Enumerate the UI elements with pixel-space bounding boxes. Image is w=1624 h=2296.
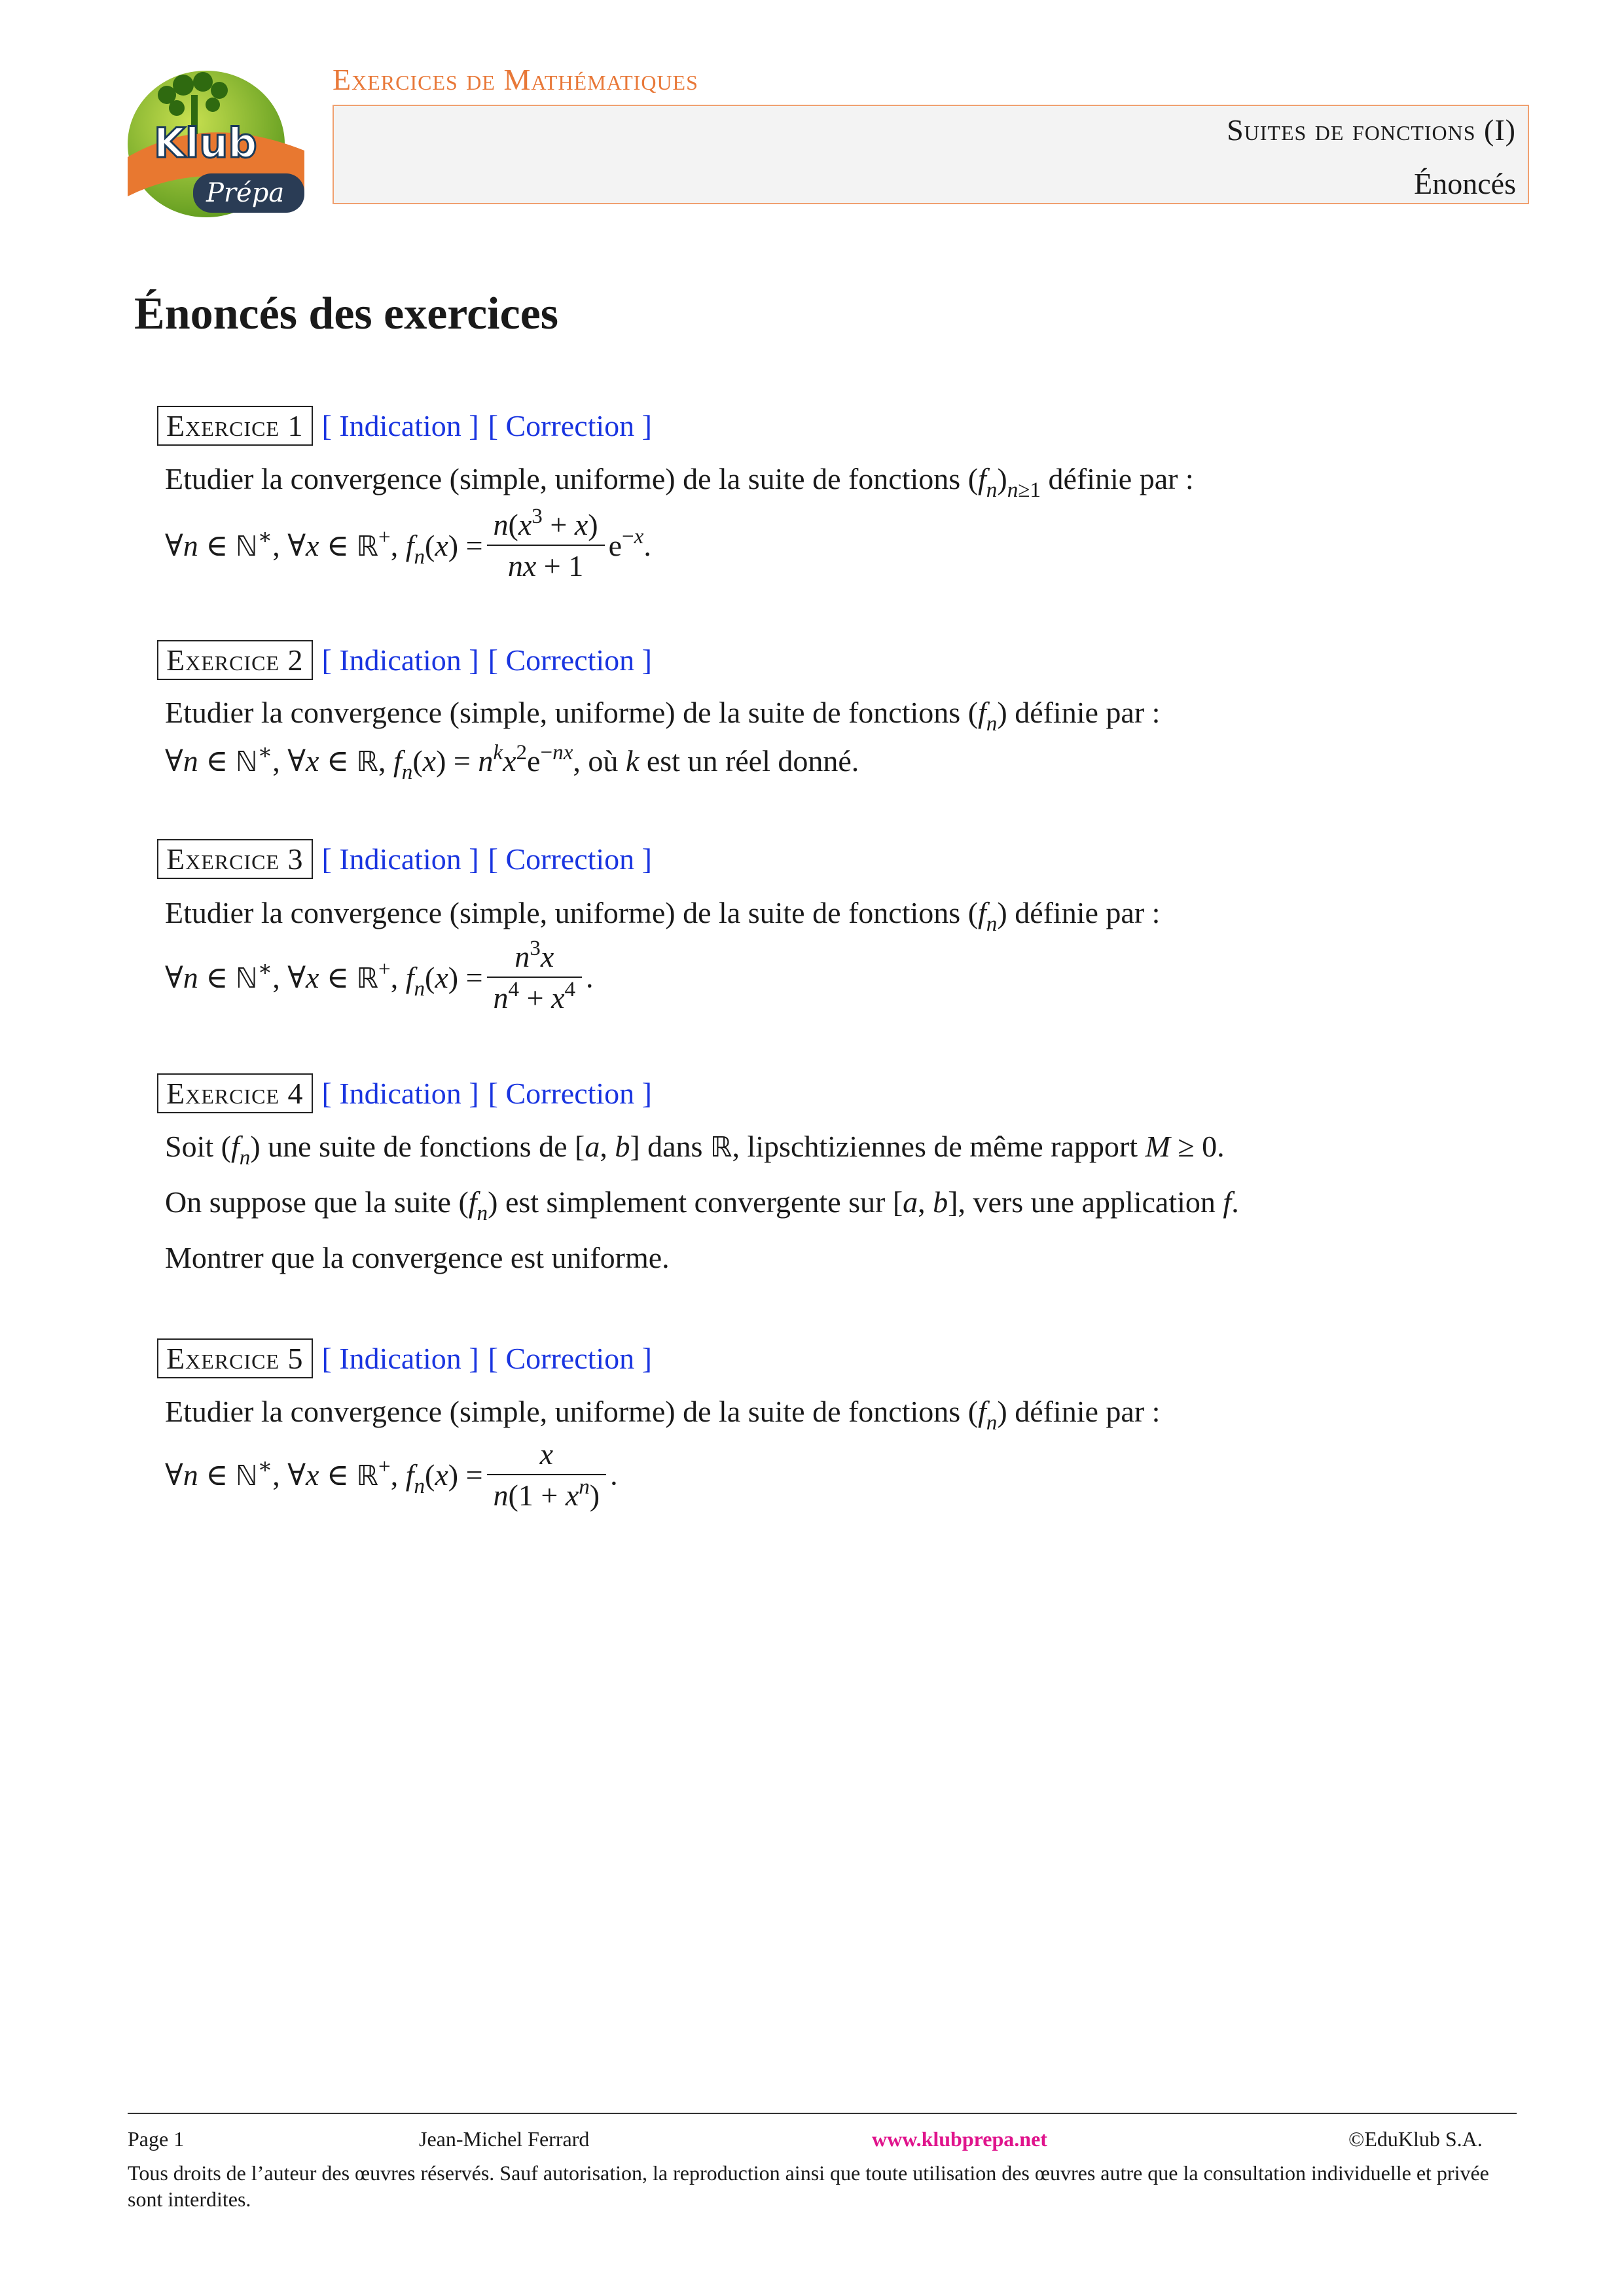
indication-link[interactable]: [ Indication ] [321, 1342, 479, 1375]
statement-text: On suppose que la suite [165, 1185, 451, 1219]
page-title: Énoncés des exercices [134, 289, 559, 339]
exercise-4-line-2: On suppose que la suite $(f_n)$ est simplement convergente sur [a, b], vers une application f. [165, 1185, 1239, 1225]
statement-text: Etudier la convergence (simple, uniforme) de la suite de fonctions [165, 896, 961, 929]
copyright: ©EduKlub S.A. [1348, 2127, 1483, 2151]
exercise-5-heading [157, 1338, 652, 1378]
correction-link[interactable]: [ Correction ] [488, 1077, 652, 1110]
exercise-4-line-3 [165, 1240, 670, 1275]
subject-title: Suites de fonctions (I) [1227, 113, 1516, 147]
statement-text: Etudier la convergence (simple, uniforme) de la suite de fonctions [165, 696, 961, 729]
exercise-4-heading [157, 1073, 652, 1113]
exercise-3-statement: Etudier la convergence (simple, uniforme) de la suite de fonctions $(f_n)$ définie par : [165, 896, 1161, 936]
correction-link[interactable]: [ Correction ] [488, 643, 652, 677]
klub-prepa-logo [115, 59, 311, 229]
indication-link[interactable]: [ Indication ] [321, 409, 479, 442]
exercise-label: Exercice 2 [157, 640, 313, 680]
correction-link[interactable]: [ Correction ] [488, 1342, 652, 1375]
website-link[interactable]: www.klubprepa.net [872, 2127, 1047, 2151]
series-title: Exercices de Mathématiques [333, 63, 698, 96]
exercise-label: Exercice 4 [157, 1073, 313, 1113]
exercise-2-heading [157, 640, 652, 680]
statement-text: , où [573, 744, 619, 778]
statement-text: , lipschtiziennes de même rapport [732, 1130, 1138, 1163]
indication-link[interactable]: [ Indication ] [321, 842, 479, 876]
svg-text:Prépa: Prépa [206, 178, 285, 208]
statement-text: , vers une application [958, 1185, 1216, 1219]
exercise-label: Exercice 3 [157, 839, 313, 879]
statement-text: dans [647, 1130, 703, 1163]
author: Jean-Michel Ferrard [419, 2127, 590, 2151]
footer-divider [128, 2113, 1517, 2114]
exercise-2-statement: Etudier la convergence (simple, uniforme) de la suite de fonctions $(f_n)$ définie par : [165, 696, 1161, 736]
exercise-5-formula: ∀n ∈ ℕ∗, ∀x ∈ ℝ+, $f_n(x)$ = $\frac{x}{n(1 + x^n)}$ . [165, 1437, 618, 1512]
exercise-3-formula: ∀n ∈ ℕ∗, ∀x ∈ ℝ+, $f_n(x)$ = $\frac{n^3x}{n^4 + x^4}$ . [165, 935, 594, 1014]
rights-notice: Tous droits de l’auteur des œuvres réservés. Sauf autorisation, la reproduction ainsi que toute utilisation des œuvres autre que la consultation individuelle et privée sont interdites. [128, 2161, 1489, 2211]
exercise-2-formula: ∀n ∈ ℕ∗, ∀x ∈ ℝ, $f_n(x) = n^kx^2e^{-nx}$, où k est un réel donné. [165, 740, 859, 784]
statement-text: définie par : [1048, 462, 1194, 495]
exercise-1-statement: Etudier la convergence (simple, uniforme) de la suite de fonctions $(f_n)_{n\ge 1}$ définie par : [165, 462, 1194, 502]
exercise-1-formula: ∀n ∈ ℕ∗, ∀x ∈ ℝ+, $f_n(x)$ = $\frac{n(x^3 + x)}{nx + 1}$ $e^{-x}$. [165, 503, 651, 583]
exercise-label: Exercice 1 [157, 406, 313, 446]
correction-link[interactable]: [ Correction ] [488, 842, 652, 876]
exercise-label: Exercice 5 [157, 1338, 313, 1378]
statement-text: définie par : [1015, 896, 1161, 929]
statement-text: définie par : [1015, 696, 1161, 729]
page-number: Page 1 [128, 2127, 185, 2151]
correction-link[interactable]: [ Correction ] [488, 409, 652, 442]
section-title: Énoncés [1414, 167, 1516, 200]
header-box [333, 105, 1529, 204]
exercise-4-line-1: Soit $(f_n)$ une suite de fonctions de [a, b] dans ℝ, lipschtiziennes de même rapport M ≥ 0. [165, 1130, 1225, 1170]
exercise-3-heading [157, 839, 652, 879]
exercise-1-heading [157, 406, 652, 446]
indication-link[interactable]: [ Indication ] [321, 643, 479, 677]
statement-text: définie par : [1015, 1395, 1161, 1428]
exercise-5-statement: Etudier la convergence (simple, uniforme) de la suite de fonctions $(f_n)$ définie par : [165, 1395, 1161, 1435]
indication-link[interactable]: [ Indication ] [321, 1077, 479, 1110]
statement-text: est simplement convergente sur [505, 1185, 886, 1219]
statement-text: Soit [165, 1130, 214, 1163]
statement-text: Etudier la convergence (simple, uniforme) de la suite de fonctions [165, 1395, 961, 1428]
statement-text: Etudier la convergence (simple, uniforme) de la suite de fonctions [165, 462, 961, 495]
statement-text: est un réel donné. [646, 744, 859, 778]
svg-text:Klub: Klub [154, 119, 257, 167]
statement-text: une suite de fonctions de [268, 1130, 568, 1163]
statement-text: Montrer que la convergence est uniforme. [165, 1241, 670, 1274]
